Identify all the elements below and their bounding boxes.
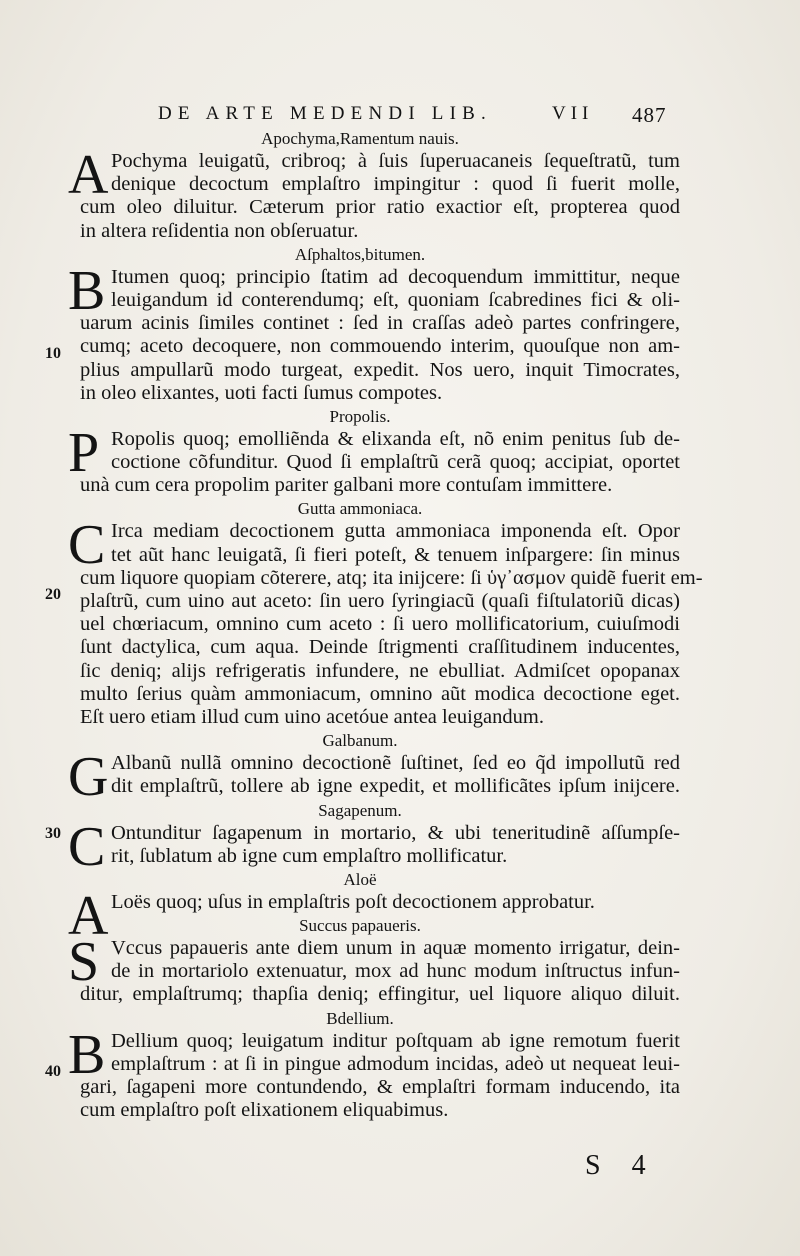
text-line: plaſtrũ, cum uino aut aceto: ſin uero ſyringiacũ (quaſi fiſtulatoriũ dicas) bbox=[80, 590, 680, 612]
book-number: VII bbox=[552, 103, 594, 124]
section-heading: Bdellium. bbox=[326, 1008, 394, 1028]
paragraph bbox=[68, 931, 680, 1007]
paragraph bbox=[68, 815, 680, 878]
text-line: Albanũ nullã omnino decoctionẽ ſuſtinet, ſed eo q̃d impollutũ red bbox=[111, 752, 680, 775]
line-number-marker: 10 bbox=[45, 345, 61, 362]
paragraph bbox=[68, 746, 680, 809]
line-number-marker: 30 bbox=[45, 825, 61, 842]
paragraph bbox=[68, 144, 680, 243]
drop-initial: S bbox=[68, 931, 100, 994]
text-line: leuigandum id conterendumq; eſt, quoniam ſcabredines fici & oli- bbox=[111, 288, 680, 311]
text-line: Vccus papaueris ante diem unum in aquæ momento irrigatur, dein- bbox=[111, 937, 680, 960]
section-heading: Galbanum. bbox=[322, 731, 398, 751]
text-line: cum oleo diluitur. Cæterum prior ratio exactior eſt, propterea quod bbox=[80, 196, 680, 219]
drop-initial: C bbox=[68, 514, 106, 577]
text-line: Irca mediam decoctionem gutta ammoniaca imponenda eſt. Opor bbox=[111, 520, 680, 543]
text-line: in oleo elixantes, uoti facti ſumus compotes. bbox=[80, 381, 443, 404]
section-heading: Propolis. bbox=[329, 406, 391, 426]
text-line: tet aũt hanc leuigatã, ſi fieri poteſt, & tenuem inſpargere: ſin minus bbox=[111, 543, 680, 566]
text-line: multo ſerius quàm ammoniacum, omnino aũt modica decoctione eget. bbox=[80, 682, 680, 705]
text-line: coctione cõfunditur. Quod ſi emplaſtrũ cerã quoq; accipiat, oportet bbox=[111, 451, 680, 474]
text-line: Pochyma leuigatũ, cribroq; à ſuis ſuperuacaneis ſequeſtratũ, tum bbox=[111, 150, 680, 172]
text-line: Eſt uero etiam illud cum uino acetóue antea leuigandum. bbox=[80, 705, 544, 728]
text-line: uel chœriacum, omnino cum aceto : ſi uero mollificatorium, cuiuſmodi bbox=[80, 613, 680, 636]
text-line: de in mortariolo extenuatur, mox ad hunc modum inſtructus infun- bbox=[111, 960, 680, 983]
section-heading: Succus papaueris. bbox=[299, 916, 421, 936]
text-line: denique decoctum emplaſtro impingitur : quod ſi fuerit molle, bbox=[111, 173, 680, 196]
running-title: DE ARTE MEDENDI LIB. bbox=[158, 103, 492, 124]
paragraph bbox=[68, 259, 680, 405]
section-heading: Gutta ammoniaca. bbox=[297, 499, 423, 519]
line-number-marker: 40 bbox=[45, 1063, 61, 1080]
paragraph bbox=[68, 421, 680, 498]
paragraph bbox=[68, 514, 703, 729]
text-line: gari, ſagapeni more contundendo, & emplaſtri formam inducendo, ita bbox=[80, 1076, 680, 1098]
text-line: unà cum cera propolim pariter galbani more contuſam immittere. bbox=[80, 474, 613, 497]
text-line: cum liquore quopiam cõterere, atq; ita inijcere: ſi ὑγ᾽ασμον quidẽ fuerit em- bbox=[80, 566, 703, 589]
section-heading: Aſphaltos,bitumen. bbox=[294, 244, 426, 264]
text-line: cum emplaſtro poſt elixationem eliquabimus. bbox=[80, 1099, 449, 1122]
signature-mark: S 4 bbox=[585, 1150, 658, 1181]
text-line: ſunt dactylica, cum aqua. Deinde ſtrigmenti craſſitudinem inducentes, bbox=[80, 636, 680, 659]
text-line: Dellium quoq; leuigatum inditur poſtquam ab igne remotum fuerit bbox=[111, 1029, 680, 1052]
text-line: Itumen quoq; principio ſtatim ad decoquendum immittitur, neque bbox=[111, 265, 680, 288]
page-number: 487 bbox=[632, 103, 667, 127]
drop-initial: A bbox=[68, 884, 109, 947]
text-line: plius ampullarũ modo turgeat, expedit. Nos uero, inquit Timocrates, bbox=[80, 358, 680, 381]
text-line: ſic deniq; alijs refrigeratis infundere, ne ebulliat. Admiſcet opopanax bbox=[80, 659, 680, 682]
paragraph bbox=[68, 1023, 680, 1123]
drop-initial: B bbox=[68, 1023, 106, 1086]
text-line: in altera reſidentia non obſeruatur. bbox=[80, 219, 359, 242]
text-line: dit emplaſtrũ, tollere ab igne expedit, et mollificãtes ipſum inijcere. bbox=[111, 775, 680, 798]
line-number-marker: 20 bbox=[45, 586, 61, 603]
drop-initial: A bbox=[68, 144, 109, 206]
text-line: emplaſtrum : at ſi in pingue admodum incidas, adeò ut nequeat leui- bbox=[111, 1052, 680, 1075]
text-line: Ropolis quoq; emolliẽnda & elixanda eſt, nõ enim penitus ſub de- bbox=[111, 427, 680, 450]
drop-initial: C bbox=[68, 815, 106, 878]
text-line: ditur, emplaſtrumq; thapſia deniq; effingitur, uel liquore aliquo diluit. bbox=[80, 983, 680, 1006]
text-line: Loës quoq; uſus in emplaſtris poſt decoctionem approbatur. bbox=[111, 890, 595, 913]
text-line: uarum acinis ſimiles continet : ſed in craſſas adeò partes confringere, bbox=[80, 312, 680, 335]
text-line: Ontunditur ſagapenum in mortario, & ubi teneritudinẽ aſſumpſe- bbox=[111, 821, 680, 844]
section-heading: Sagapenum. bbox=[318, 800, 402, 820]
main-text bbox=[68, 127, 703, 1122]
text-line: cumq; aceto decoquere, non commouendo interim, quouſque non am- bbox=[80, 335, 680, 358]
drop-initial: G bbox=[68, 746, 109, 809]
text-line: rit, ſublatum ab igne cum emplaſtro mollificatur. bbox=[111, 844, 508, 867]
drop-initial: B bbox=[68, 259, 106, 322]
section-heading: Aloë bbox=[343, 869, 377, 889]
drop-initial: P bbox=[68, 421, 100, 484]
section-heading: Apochyma,Ramentum nauis. bbox=[261, 129, 459, 148]
